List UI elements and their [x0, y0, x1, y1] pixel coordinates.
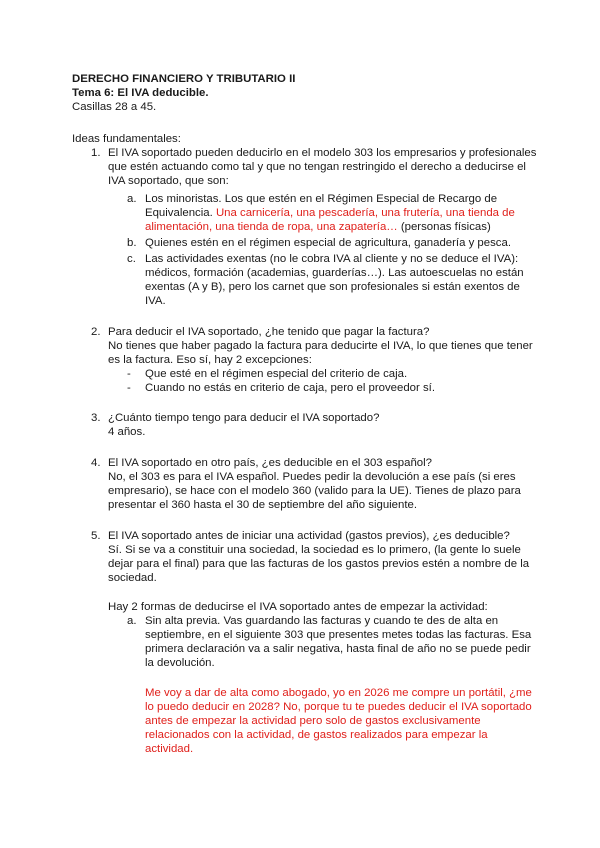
item-2-line-2: No tienes que haber pagado la factura para deducirte el IVA, lo que tienes que tener [108, 340, 533, 352]
item-1a-line-2-text: Equivalencia. [145, 207, 213, 219]
item-4-line-2: No, el 303 es para el IVA español. Puedes pedir la devolución a ese país (si eres [108, 471, 516, 483]
item-2-dash-1: - [127, 368, 131, 380]
item-1b-line-1: Quienes estén en el régimen especial de agricultura, ganadería y pesca. [145, 237, 511, 249]
item-2-exception-1: Que esté en el régimen especial del criterio de caja. [145, 368, 408, 380]
item-5-line-3: dejar para el final) para que las facturas de los gastos previos estén a nombre de la [108, 558, 530, 570]
item-4-line-1: El IVA soportado en otro país, ¿es deducible en el 303 español? [108, 457, 433, 469]
item-2-number: 2. [91, 326, 101, 338]
item-4-line-4: presentar el 360 hasta el 30 de septiembre del año siguiente. [108, 499, 418, 511]
item-5-line-1: El IVA soportado antes de iniciar una actividad (gastos previos), ¿es deducible? [108, 530, 510, 542]
item-1c-marker: c. [127, 253, 136, 265]
item-5-line-2: Sí. Si se va a constituir una sociedad, la sociedad es lo primero, (la gente lo suele [108, 544, 521, 556]
item-1-number: 1. [91, 147, 101, 159]
item-2-line-1: Para deducir el IVA soportado, ¿he tenido que pagar la factura? [108, 326, 430, 338]
item-1a-note: (personas físicas) [400, 221, 491, 233]
item-1a-line-2 [145, 206, 515, 220]
item-3-line-1: ¿Cuánto tiempo tengo para deducir el IVA soportado? [108, 412, 380, 424]
example-line-4: relacionados con la actividad, de gastos realizados para empezar la [145, 729, 488, 741]
item-4-line-3: empresario), se hace con el modelo 360 (valido para la UE). Tienes de plazo para [108, 485, 521, 497]
example-line-1: Me voy a dar de alta como abogado, yo en 2026 me compre un portátil, ¿me [145, 687, 532, 699]
item-5a-line-1: Sin alta previa. Vas guardando las facturas y cuando te des de alta en [145, 615, 499, 627]
boxes-range: Casillas 28 a 45. [72, 101, 157, 113]
item-3-number: 3. [91, 412, 101, 424]
item-1a-line-1: Los minoristas. Los que estén en el Régimen Especial de Recargo de [145, 193, 498, 205]
item-2-line-3: es la factura. Eso sí, hay 2 excepciones: [108, 354, 312, 366]
item-3-line-2: 4 años. [108, 426, 146, 438]
item-5a-line-3: primera declaración va a salir negativa, hasta final de año no se puede pedir [145, 643, 531, 655]
example-line-5: actividad. [145, 743, 194, 755]
item-5a-line-2: septiembre, en el siguiente 303 que presentes metes todas las facturas. Esa [145, 629, 532, 641]
item-1c-line-2: médicos, formación (academias, guarderías…). Las autoescuelas no están [145, 267, 524, 279]
item-5a-line-4: la devolución. [145, 657, 215, 669]
item-5-line-4: sociedad. [108, 572, 157, 584]
course-title: DERECHO FINANCIERO Y TRIBUTARIO II [72, 73, 296, 85]
item-1a-line-3 [145, 220, 491, 234]
item-5-line-5: Hay 2 formas de deducirse el IVA soportado antes de empezar la actividad: [108, 601, 488, 613]
item-1c-line-4: IVA. [145, 295, 166, 307]
item-1-line-1: El IVA soportado pueden deducirlo en el modelo 303 los empresarios y profesionales [108, 147, 537, 159]
topic-title: Tema 6: El IVA deducible. [72, 87, 209, 99]
item-5-number: 5. [91, 530, 101, 542]
item-1b-marker: b. [127, 237, 137, 249]
item-2-dash-2: - [127, 382, 131, 394]
intro-heading: Ideas fundamentales: [72, 133, 181, 145]
example-line-3: antes de empezar la actividad pero solo de gastos exclusivamente [145, 715, 481, 727]
item-1c-line-3: exentas (A y B), pero los carnet que son profesionales si están exentos de [145, 281, 520, 293]
item-2-exception-2: Cuando no estás en criterio de caja, pero el proveedor sí. [145, 382, 435, 394]
example-line-2: lo puedo deducir en 2028? No, porque tu te puedes deducir el IVA soportado [145, 701, 532, 713]
item-1a-red-examples: Una carnicería, una pescadería, una frutería, una tienda de [215, 207, 515, 219]
item-5a-marker: a. [127, 615, 137, 627]
item-1c-line-1: Las actividades exentas (no le cobra IVA al cliente y no se deduce el IVA): [145, 253, 519, 265]
item-1-line-3: IVA soportado, que son: [108, 175, 229, 187]
item-1a-marker: a. [127, 193, 137, 205]
item-4-number: 4. [91, 457, 101, 469]
item-1a-red-examples-cont: alimentación, una tienda de ropa, una zapatería… [145, 221, 398, 233]
item-1-line-2: que estén actuando como tal y que no tengan restringido el derecho a deducirse el [108, 161, 526, 173]
